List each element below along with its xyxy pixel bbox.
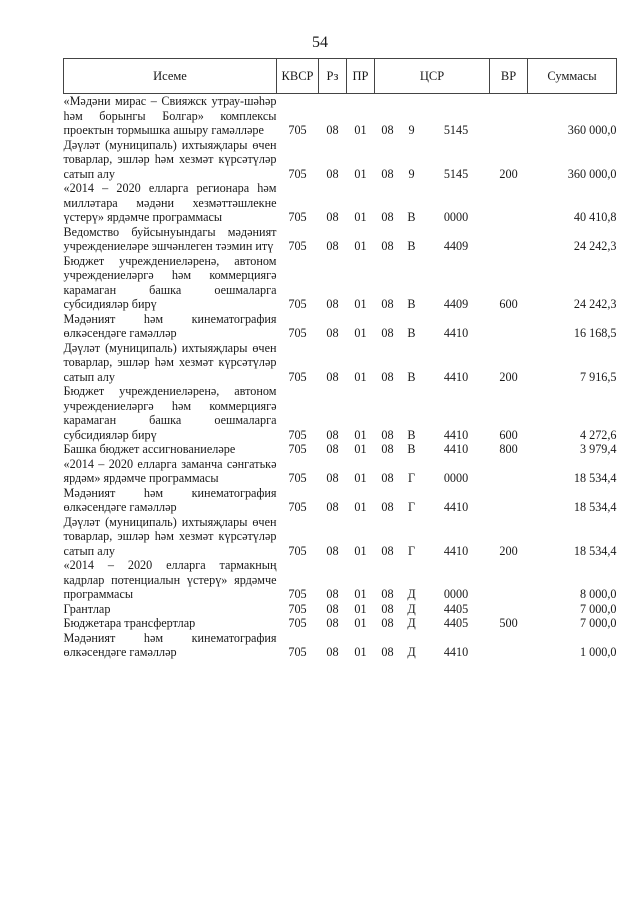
row-kvsr: 705 <box>288 369 307 384</box>
table-row <box>64 558 617 602</box>
row-csr-subprogram: 9 <box>408 166 415 181</box>
row-sum: 18 534,4 <box>573 471 617 485</box>
row-rz: 08 <box>326 166 339 181</box>
row-pr: 01 <box>354 326 367 340</box>
row-sum: 7 000,0 <box>579 601 617 616</box>
row-csr-code: 5145 <box>443 123 469 137</box>
row-rz: 08 <box>326 616 339 630</box>
row-rz: 08 <box>326 500 339 514</box>
row-pr: 01 <box>354 543 367 558</box>
row-rz: 08 <box>326 369 339 384</box>
row-kvsr: 705 <box>288 543 307 558</box>
row-sum: 40 410,8 <box>573 210 617 224</box>
table-row <box>64 94 617 138</box>
row-pr: 01 <box>354 587 367 601</box>
table-row <box>64 616 617 631</box>
header-sum: Суммасы <box>528 59 617 94</box>
row-kvsr: 705 <box>288 239 307 253</box>
row-pr: 01 <box>354 442 367 456</box>
row-pr: 01 <box>354 369 367 384</box>
row-name: «2014 – 2020 елларга регионара һәм милләтара мәдәни хезмәттәшлекне үстерү» ярдәмче программасы <box>63 181 277 224</box>
row-vr: 600 <box>499 297 518 311</box>
row-csr-code: 4409 <box>443 239 469 253</box>
row-csr-code: 0000 <box>443 210 469 224</box>
table-row <box>64 181 617 225</box>
row-pr: 01 <box>354 427 367 442</box>
table-row <box>64 486 617 515</box>
row-kvsr: 705 <box>288 210 307 224</box>
row-csr-code: 4409 <box>443 297 469 311</box>
row-csr-program: 08 <box>381 601 394 616</box>
row-rz: 08 <box>326 210 339 224</box>
row-name: Мәдәният һәм кинематография өлкәсендәге гамәлләр <box>63 485 277 514</box>
row-name: Дәүләт (муниципаль) ихтыяҗлары өчен товарлар, эшләр һәм хезмәт күрсәтүләр сатып алу <box>63 340 277 384</box>
table-body <box>64 94 617 660</box>
row-name: Мәдәният һәм кинематография өлкәсендәге гамәлләр <box>63 311 277 340</box>
row-sum: 360 000,0 <box>567 123 617 137</box>
row-csr-subprogram: Г <box>407 543 416 558</box>
row-vr: 200 <box>499 369 518 384</box>
row-rz: 08 <box>326 239 339 253</box>
row-csr-subprogram: Д <box>407 601 416 616</box>
row-rz: 08 <box>326 427 339 442</box>
row-csr-program: 08 <box>381 427 394 442</box>
table-row <box>64 384 617 442</box>
table-row <box>64 312 617 341</box>
row-csr-code: 4405 <box>443 616 469 630</box>
row-name: Дәүләт (муниципаль) ихтыяҗлары өчен товарлар, эшләр һәм хезмәт күрсәтүләр сатып алу <box>63 514 277 558</box>
row-csr-program: 08 <box>381 297 394 311</box>
row-vr <box>490 94 528 138</box>
row-pr: 01 <box>354 616 367 630</box>
row-pr: 01 <box>354 601 367 616</box>
row-kvsr: 705 <box>288 123 307 137</box>
row-csr-code: 0000 <box>443 471 469 485</box>
row-rz: 08 <box>326 543 339 558</box>
header-vr: ВР <box>490 59 528 94</box>
row-kvsr: 705 <box>288 616 307 630</box>
row-vr <box>490 631 528 660</box>
table-row <box>64 341 617 385</box>
budget-table <box>63 58 617 660</box>
table-row <box>64 138 617 182</box>
row-pr: 01 <box>354 297 367 311</box>
row-kvsr: 705 <box>288 427 307 442</box>
row-rz: 08 <box>326 645 339 659</box>
row-csr-subprogram: Д <box>407 645 416 659</box>
row-csr-program: 08 <box>381 616 394 630</box>
row-vr: 200 <box>499 166 518 181</box>
row-csr-subprogram: Д <box>407 616 416 630</box>
row-kvsr: 705 <box>288 297 307 311</box>
row-sum: 18 534,4 <box>573 543 617 558</box>
row-csr-program: 08 <box>381 442 394 456</box>
row-csr-program: 08 <box>381 210 394 224</box>
row-vr <box>490 225 528 254</box>
row-csr-subprogram: В <box>407 239 416 253</box>
row-csr-program: 08 <box>381 239 394 253</box>
row-csr-code: 4410 <box>443 427 469 442</box>
row-csr-program: 08 <box>381 326 394 340</box>
row-rz: 08 <box>326 123 339 137</box>
row-vr <box>490 558 528 602</box>
header-rz: Рз <box>319 59 347 94</box>
row-csr-program: 08 <box>381 471 394 485</box>
row-csr-code: 4405 <box>443 601 469 616</box>
row-csr-program: 08 <box>381 645 394 659</box>
header-csr: ЦСР <box>375 59 490 94</box>
row-csr-code: 4410 <box>443 369 469 384</box>
row-csr-subprogram: Г <box>407 500 416 514</box>
row-csr-code: 4410 <box>443 442 469 456</box>
row-sum: 24 242,3 <box>573 297 617 311</box>
row-csr-subprogram: В <box>407 297 416 311</box>
row-name: Бюджет учреждениеләренә, автоном учреждениеләргә һәм коммерциягә карамаган башка оешмаларга субсидияләр бирү <box>63 253 277 311</box>
table-row <box>64 631 617 660</box>
row-sum: 24 242,3 <box>573 239 617 253</box>
row-name: Бюджетара трансфертлар <box>63 616 196 630</box>
row-name: Бюджет учреждениеләренә, автоном учреждениеләргә һәм коммерциягә карамаган башка оешмаларга субсидияләр бирү <box>63 384 277 442</box>
row-rz: 08 <box>326 471 339 485</box>
table-row <box>64 225 617 254</box>
row-vr <box>490 486 528 515</box>
row-name: «Мәдәни мирас – Свияжск утрау-шәһәр һәм борынгы Болгар» комплексы проектын тормышка ашыру гамәлләре <box>63 94 277 137</box>
row-name: «2014 – 2020 елларга заманча сәнгатькә ярдәм» ярдәмче программасы <box>63 456 277 485</box>
row-csr-subprogram: В <box>407 369 416 384</box>
row-vr: 600 <box>499 427 518 442</box>
row-csr-subprogram: В <box>407 427 416 442</box>
row-kvsr: 705 <box>288 587 307 601</box>
table-row <box>64 515 617 559</box>
row-sum: 4 272,6 <box>579 427 617 442</box>
row-sum: 3 979,4 <box>579 442 617 456</box>
row-sum: 7 000,0 <box>579 616 617 630</box>
page-number: 54 <box>312 34 328 51</box>
row-kvsr: 705 <box>288 601 307 616</box>
row-rz: 08 <box>326 297 339 311</box>
row-name: Ведомство буйсынуындагы мәдәният учреждениеләре эшчәнлеген тәэмин итү <box>63 224 277 253</box>
row-csr-program: 08 <box>381 500 394 514</box>
row-rz: 08 <box>326 601 339 616</box>
row-csr-subprogram: В <box>407 442 416 456</box>
row-csr-program: 08 <box>381 543 394 558</box>
row-kvsr: 705 <box>288 326 307 340</box>
header-name: Исеме <box>64 59 277 94</box>
row-name: Грантлар <box>63 601 111 616</box>
row-csr-code: 0000 <box>443 587 469 601</box>
row-pr: 01 <box>354 471 367 485</box>
header-kvsr: КВСР <box>277 59 319 94</box>
row-kvsr: 705 <box>288 471 307 485</box>
header-pr: ПР <box>347 59 375 94</box>
row-kvsr: 705 <box>288 645 307 659</box>
row-name: «2014 – 2020 елларга тармакның кадрлар потенциалын үстерү» ярдәмче программасы <box>63 558 277 601</box>
row-csr-program: 08 <box>381 587 394 601</box>
row-sum: 360 000,0 <box>567 166 617 181</box>
table-header <box>64 59 617 94</box>
row-vr <box>490 181 528 225</box>
table-row <box>64 457 617 486</box>
row-sum: 7 916,5 <box>579 369 617 384</box>
table-row <box>64 254 617 312</box>
row-sum: 8 000,0 <box>579 587 617 601</box>
row-csr-program: 08 <box>381 123 394 137</box>
row-vr <box>490 457 528 486</box>
row-sum: 1 000,0 <box>579 645 617 659</box>
row-csr-code: 4410 <box>443 645 469 659</box>
row-csr-subprogram: В <box>407 326 416 340</box>
row-rz: 08 <box>326 442 339 456</box>
row-csr-program: 08 <box>381 166 394 181</box>
row-rz: 08 <box>326 326 339 340</box>
row-csr-subprogram: Д <box>407 587 416 601</box>
row-name: Мәдәният һәм кинематография өлкәсендәге гамәлләр <box>63 630 277 659</box>
row-vr <box>490 312 528 341</box>
row-rz: 08 <box>326 587 339 601</box>
row-kvsr: 705 <box>288 166 307 181</box>
row-csr-code: 4410 <box>443 543 469 558</box>
row-pr: 01 <box>354 239 367 253</box>
table-row <box>64 442 617 457</box>
row-vr <box>490 602 528 617</box>
row-pr: 01 <box>354 123 367 137</box>
row-name: Башка бюджет ассигнованиеләре <box>63 442 236 456</box>
row-csr-code: 4410 <box>443 500 469 514</box>
row-kvsr: 705 <box>288 442 307 456</box>
row-kvsr: 705 <box>288 500 307 514</box>
row-csr-subprogram: 9 <box>408 123 415 137</box>
row-sum: 18 534,4 <box>573 500 617 514</box>
row-csr-subprogram: Г <box>407 471 416 485</box>
row-csr-code: 5145 <box>443 166 469 181</box>
row-csr-program: 08 <box>381 369 394 384</box>
row-vr: 500 <box>499 616 518 630</box>
row-vr: 800 <box>499 442 518 456</box>
row-pr: 01 <box>354 500 367 514</box>
row-csr-subprogram: В <box>407 210 416 224</box>
row-vr: 200 <box>499 543 518 558</box>
row-sum: 16 168,5 <box>573 326 617 340</box>
row-pr: 01 <box>354 210 367 224</box>
row-pr: 01 <box>354 166 367 181</box>
row-name: Дәүләт (муниципаль) ихтыяҗлары өчен товарлар, эшләр һәм хезмәт күрсәтүләр сатып алу <box>63 137 277 181</box>
table-row <box>64 602 617 617</box>
row-csr-code: 4410 <box>443 326 469 340</box>
row-pr: 01 <box>354 645 367 659</box>
